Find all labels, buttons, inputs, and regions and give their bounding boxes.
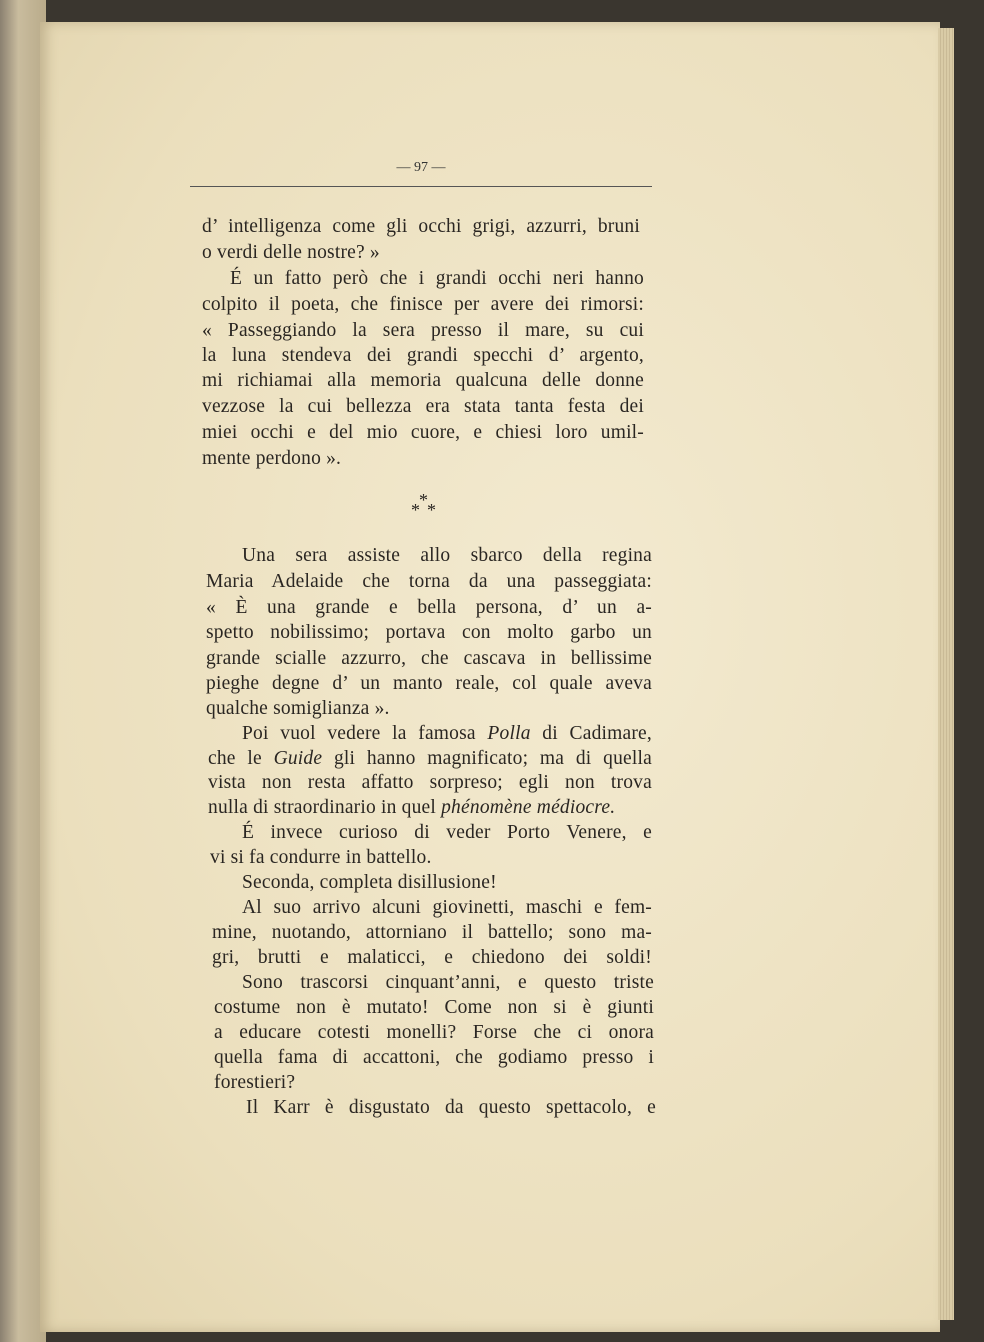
italic-term: Polla	[487, 723, 531, 744]
text-line	[208, 797, 615, 819]
text-line: mi richiamai alla memoria qualcuna delle donne	[202, 370, 644, 391]
text-line: vista non resta affatto sorpreso; egli non trova	[208, 772, 652, 793]
text-line: colpito il poeta, che finisce per avere dei rimorsi:	[202, 294, 644, 315]
text-run: nulla di straordinario in quel	[208, 797, 442, 818]
text-line: quella fama di accattoni, che godiamo presso i	[214, 1047, 654, 1068]
asterism-star: *	[427, 500, 436, 520]
text-line: costume non è mutato! Come non si è giunti	[214, 997, 654, 1018]
italic-term: phénomène médiocre.	[441, 797, 616, 818]
asterism-star: *	[411, 500, 420, 520]
text-line: d’ intelligenza come gli occhi grigi, azzurri, bruni	[202, 216, 640, 237]
text-line: vezzose la cui bellezza era stata tanta festa dei	[202, 396, 644, 417]
text-line: Seconda, completa disillusione!	[242, 872, 497, 893]
text-line: pieghe degne d’ un manto reale, col quale aveva	[206, 673, 652, 694]
text-line: mine, nuotando, attorniano il battello; sono ma-	[212, 922, 652, 943]
text-line: spetto nobilissimo; portava con molto garbo un	[206, 622, 652, 643]
text-line: « È una grande e bella persona, d’ un a-	[206, 597, 652, 618]
text-line: forestieri?	[214, 1072, 296, 1093]
text-line: vi si fa condurre in battello.	[210, 847, 432, 868]
text-line	[242, 723, 652, 745]
text-line: « Passeggiando la sera presso il mare, su cui	[202, 320, 644, 341]
text-line: Il Karr è disgustato da questo spettacolo, e	[246, 1097, 656, 1118]
text-line: qualche somiglianza ».	[206, 698, 390, 719]
text-line: miei occhi e del mio cuore, e chiesi loro umil-	[202, 422, 644, 443]
text-run: Poi vuol vedere la famosa	[242, 723, 488, 744]
text-line: É un fatto però che i grandi occhi neri hanno	[230, 268, 644, 289]
header-rule	[190, 186, 652, 187]
text-line: gri, brutti e malaticci, e chiedono dei soldi!	[212, 947, 652, 968]
italic-term: Guide	[273, 748, 323, 769]
text-line	[208, 748, 652, 770]
page-number: — 97 —	[396, 160, 446, 175]
text-run: gli hanno magnificato; ma di quella	[322, 748, 652, 769]
text-line: la luna stendeva dei grandi specchi d’ argento,	[202, 345, 644, 366]
text-line: mente perdono ».	[202, 448, 342, 469]
text-line: o verdi delle nostre? »	[202, 242, 380, 263]
text-run: di Cadimare,	[530, 723, 652, 744]
page-stack-edge	[938, 28, 954, 1320]
text-line: Una sera assiste allo sbarco della regina	[242, 545, 652, 566]
text-line: Maria Adelaide che torna da una passeggiata:	[206, 571, 652, 592]
text-line: É invece curioso di veder Porto Venere, e	[242, 822, 652, 843]
asterism-star: *	[419, 490, 428, 510]
text-line: Sono trascorsi cinquant’anni, e questo triste	[242, 972, 654, 993]
text-line: Al suo arrivo alcuni giovinetti, maschi e fem-	[242, 897, 652, 918]
asterism-separator	[405, 490, 445, 520]
text-run: che le	[208, 748, 274, 769]
text-line: grande scialle azzurro, che cascava in bellissime	[206, 648, 652, 669]
text-line: a educare cotesti monelli? Forse che ci onora	[214, 1022, 654, 1043]
